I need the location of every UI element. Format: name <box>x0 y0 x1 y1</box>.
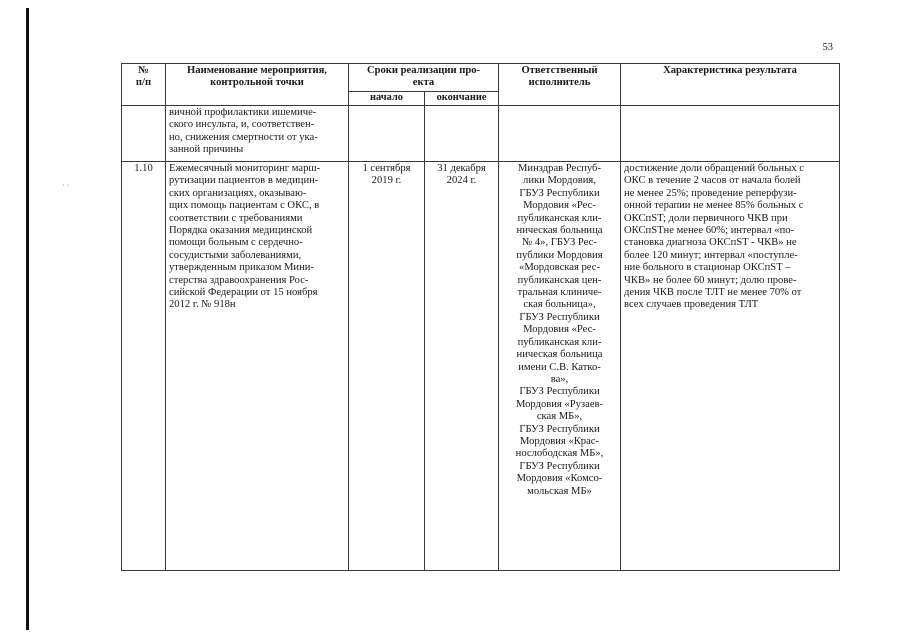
row-activity-name: вичной профилактики ишемиче- ского инсульта, и, соответствен- но, снижения смертности от ука- занной причины <box>166 106 349 162</box>
header-result: Характеристика результата <box>621 64 840 106</box>
row-responsible: Минздрав Респуб- лики Мордовия, ГБУЗ Республики Мордовия «Рес- публиканская кли- ническая больница № 4», ГБУЗ Рес- публики Мордовия «Мордовская рес- публиканская цен- тральная клиниче- ская больница», ГБУЗ Республики Мордовия «Рес- публиканская кли- ническая больница имени С.В. Катко- ва», ГБУЗ Республики Мордовия «Рузаев- ская МБ», ГБУЗ Республики Мордовия «Крас- нослободская МБ», ГБУЗ Республики Мордовия «Комсо- мольская МБ» <box>499 162 621 571</box>
row-number <box>122 106 166 162</box>
row-number: 1.10 <box>122 162 166 571</box>
header-implementation-period: Сроки реализации про- екта <box>349 64 499 92</box>
row-result: достижение доли обращений больных с ОКС в течение 2 часов от начала болей не менее 25%; проведение реперфузи- онной терапии не менее 85% больных с ОКСпST; доли первичного ЧКВ при ОКСпSTне менее 60%; интервал «по- становка диагноза ОКСпST - ЧКВ» не более 120 минут; интервал «поступле- ние больного в стационар ОКСпST – ЧКВ» не более 60 минут; долю прове- дения ЧКВ после ТЛТ не менее 70% от всех случаев проведения ТЛТ <box>621 162 840 571</box>
header-end: окончание <box>425 92 499 106</box>
activities-table <box>121 63 840 571</box>
row-end-date <box>425 106 499 162</box>
header-number: № п/п <box>122 64 166 106</box>
row-activity-name: Ежемесячный мониторинг марш- рутизации пациентов в медицин- ских организациях, оказываю- щих помощь пациентам с ОКС, в соответствии с требованиями Порядка оказания медицинской помощи больным с сердечно- сосудистыми заболеваниями, утвержденным приказом Мини- стерства здравоохранения Рос- сийской Федерации от 15 ноября 2012 г. № 918н <box>166 162 349 571</box>
row-end-date: 31 декабря 2024 г. <box>425 162 499 571</box>
table-row <box>122 106 840 162</box>
row-responsible <box>499 106 621 162</box>
row-start-date: 1 сентября 2019 г. <box>349 162 425 571</box>
header-start: начало <box>349 92 425 106</box>
table-row <box>122 162 840 571</box>
row-start-date <box>349 106 425 162</box>
scan-edge-bar <box>26 8 29 630</box>
page-number: 53 <box>822 42 833 53</box>
header-activity-name: Наименование мероприятия, контрольной точки <box>166 64 349 106</box>
scan-artifact: · · <box>62 181 70 190</box>
row-result <box>621 106 840 162</box>
header-responsible: Ответственный исполнитель <box>499 64 621 106</box>
